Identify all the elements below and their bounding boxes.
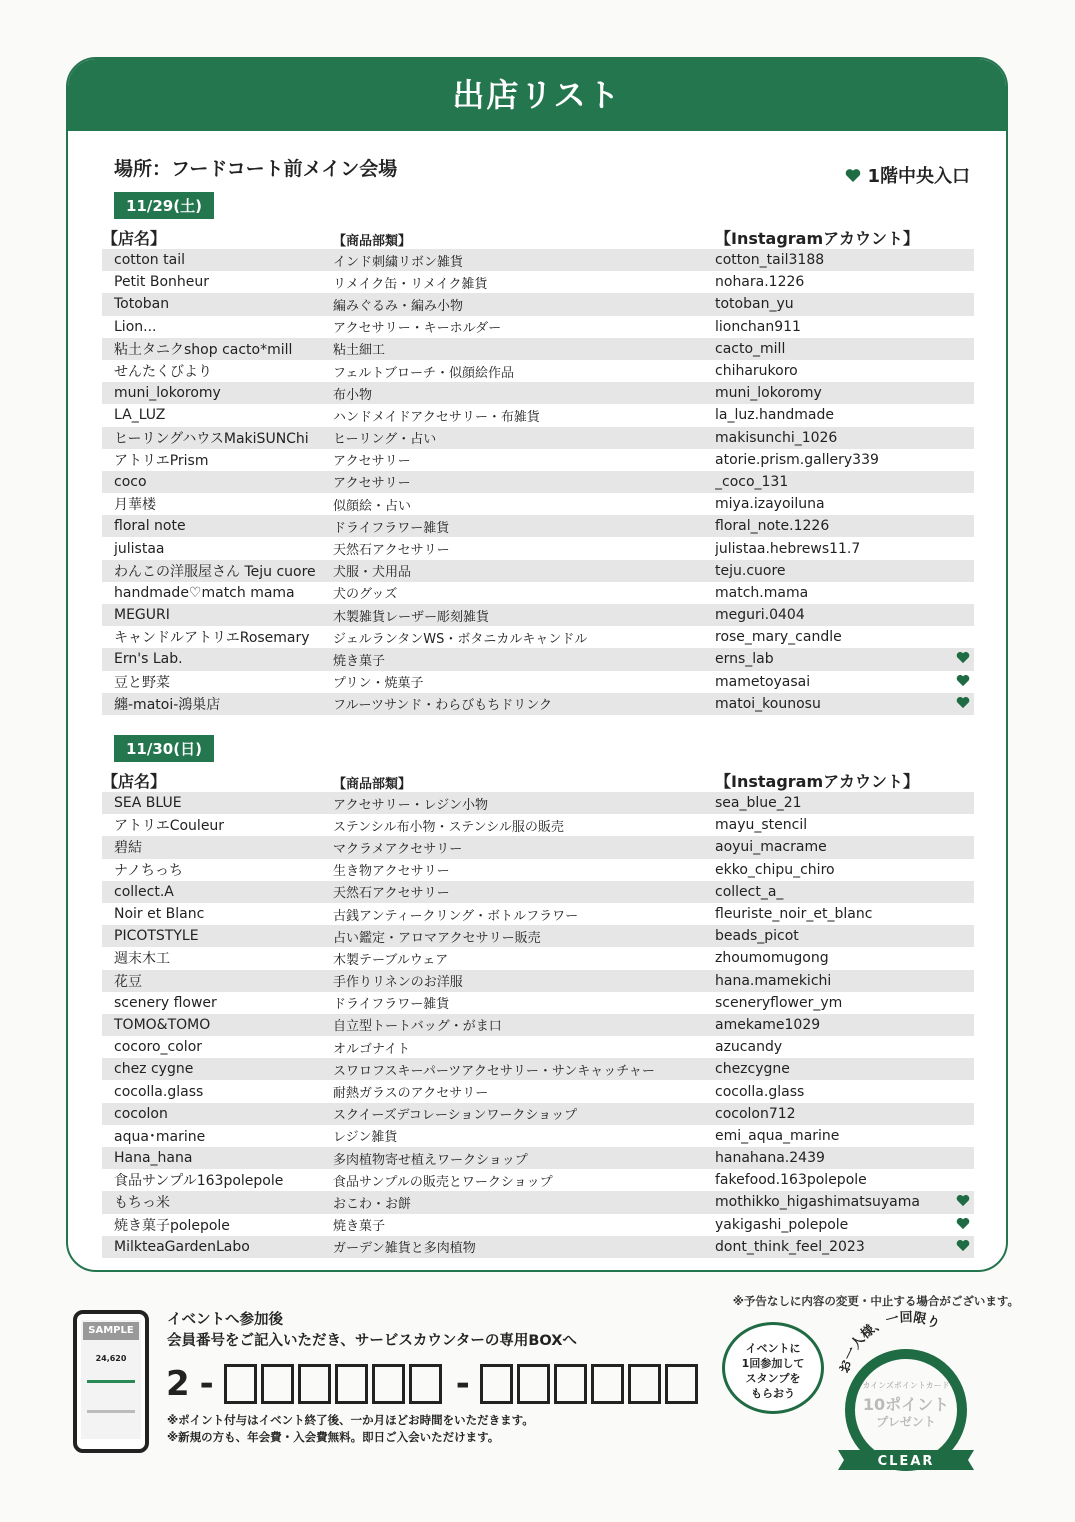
code-prefix: 2 [166, 1364, 190, 1404]
digit-box[interactable] [224, 1364, 257, 1404]
shop-name: Ern's Lab. [114, 651, 183, 668]
vendor-table-day1 [102, 223, 974, 715]
instagram-account: cacto_mill [715, 340, 786, 357]
shop-name: muni_lokoromy [114, 385, 221, 402]
bubble-line: もらおう [751, 1387, 795, 1400]
digit-box[interactable] [665, 1364, 698, 1404]
shop-name: cocolla.glass [114, 1083, 204, 1100]
digit-box[interactable] [335, 1364, 368, 1404]
instagram-account: atorie.prism.gallery339 [715, 451, 879, 468]
phone-bar [87, 1410, 135, 1413]
shop-name: Petit Bonheur [114, 274, 210, 291]
instagram-account: fleuriste_noir_et_blanc [715, 906, 873, 923]
table-row [102, 671, 974, 693]
shop-name: アトリエCouleur [114, 818, 225, 835]
digit-box[interactable] [517, 1364, 550, 1404]
heart-icon [956, 695, 970, 713]
shop-name: LA_LUZ [114, 407, 166, 424]
table-row [102, 582, 974, 604]
table-header [102, 766, 974, 792]
instagram-account: amekame1029 [715, 1016, 821, 1033]
shop-name: aqua･marine [114, 1128, 206, 1145]
shop-name: cotton tail [114, 252, 185, 269]
table-row [102, 970, 974, 992]
category: 多肉植物寄せ植えワークショップ [333, 1152, 528, 1168]
instagram-account: ekko_chipu_chiro [715, 861, 835, 878]
category: 木製雑貨レーザー彫刻雑貨 [333, 609, 490, 625]
heart-icon [956, 1238, 970, 1256]
table-row [102, 1191, 974, 1213]
note-2: ※新規の方も、年会費・入会費無料。即日ご入会いただけます。 [167, 1430, 500, 1444]
category: 似顔絵・占い [333, 498, 412, 514]
heart-icon [956, 650, 970, 668]
category: おこわ・お餅 [333, 1196, 412, 1212]
category: マクラメアクセサリー [333, 841, 463, 857]
instagram-account: sea_blue_21 [715, 795, 802, 812]
category: アクセサリー・キーホルダー [333, 321, 502, 337]
column-header-category: 【商品部類】 [333, 777, 412, 792]
shop-name: Totoban [114, 296, 170, 313]
table-row [102, 1147, 974, 1169]
shop-name: Noir et Blanc [114, 906, 205, 923]
vendor-table-day2 [102, 766, 974, 1258]
shop-name: handmade♡match mama [114, 584, 295, 601]
member-number-form [166, 1364, 702, 1404]
table-row [102, 1125, 974, 1147]
category: ドライフラワー雑貨 [333, 997, 450, 1013]
shop-name: 食品サンプル163polepole [114, 1173, 284, 1190]
digit-box[interactable] [409, 1364, 442, 1404]
date-tag-day2: 11/30(日) [114, 735, 214, 762]
shop-name: collect.A [114, 883, 174, 900]
shop-name: 花豆 [114, 973, 142, 990]
shop-name: ナノちっち [114, 862, 184, 879]
category: 犬のグッズ [333, 587, 398, 603]
shop-name: TOMO&TOMO [114, 1016, 211, 1033]
dash: - [455, 1364, 470, 1404]
badge-card-label: カインズポイントカード [862, 1381, 950, 1390]
table-row [102, 382, 974, 404]
table-row [102, 925, 974, 947]
category: アクセサリー [333, 454, 411, 470]
category: 食品サンプルの販売とワークショップ [333, 1174, 553, 1190]
column-header-category: 【商品部類】 [333, 234, 412, 249]
instagram-account: dont_think_feel_2023 [715, 1238, 865, 1255]
table-row [102, 404, 974, 426]
category: ステンシル布小物・ステンシル服の販売 [333, 819, 564, 835]
table-row [102, 515, 974, 537]
instagram-account: julistaa.hebrews11.7 [715, 540, 861, 557]
vendor-list-card [66, 57, 1008, 1272]
table-row [102, 1058, 974, 1080]
heart-icon [956, 673, 970, 691]
category: ヒーリング・占い [333, 432, 437, 448]
shop-name: アトリエPrism [114, 452, 209, 469]
table-row [102, 316, 974, 338]
digit-box[interactable] [372, 1364, 405, 1404]
phone-illustration [73, 1310, 149, 1453]
instagram-account: matoi_kounosu [715, 695, 821, 712]
instagram-account: erns_lab [715, 651, 774, 668]
category: 焼き菓子 [333, 653, 386, 669]
note-1: ※ポイント付与はイベント終了後、一か月ほどお時間をいただきます。 [167, 1413, 534, 1427]
shop-name: せんたくびより [114, 364, 212, 381]
digit-box[interactable] [591, 1364, 624, 1404]
entrance-legend [845, 162, 970, 188]
table-row [102, 1036, 974, 1058]
category: アクセサリー・レジン小物 [333, 797, 488, 813]
shop-name: floral note [114, 518, 186, 535]
date-tag-day1: 11/29(土) [114, 192, 214, 219]
heart-icon [956, 1216, 970, 1234]
instagram-account: lionchan911 [715, 318, 801, 335]
column-header-shop: 【店名】 [102, 229, 167, 248]
table-row [102, 560, 974, 582]
sample-label: SAMPLE [83, 1322, 139, 1340]
category: 古銭アンティークリング・ボトルフラワー [333, 908, 579, 924]
bubble-line: 1回参加して [741, 1357, 805, 1370]
shop-name: Lion... [114, 318, 157, 335]
shop-name: SEA BLUE [114, 795, 182, 812]
digit-box[interactable] [261, 1364, 294, 1404]
instagram-account: chezcygne [715, 1061, 790, 1078]
instagram-account: zhoumomugong [715, 950, 829, 967]
category: ドライフラワー雑貨 [333, 520, 450, 536]
instruction-line-1: イベントへ参加後 [167, 1312, 283, 1328]
instagram-account: miya.izayoiluna [715, 496, 825, 513]
instagram-account: hana.mamekichi [715, 972, 832, 989]
instruction-line-2: 会員番号をご記入いただき、サービスカウンターの専用BOXへ [167, 1333, 577, 1349]
badge-present: プレゼント [876, 1415, 936, 1429]
category: ジェルランタンWS・ボタニカルキャンドル [333, 631, 588, 647]
instagram-account: _coco_131 [715, 473, 789, 490]
shop-name: Hana_hana [114, 1150, 193, 1167]
table-row [102, 814, 974, 836]
instagram-account: cotton_tail3188 [715, 252, 825, 269]
shop-name: 週末木工 [114, 951, 170, 968]
instagram-account: mothikko_higashimatsuyama [715, 1194, 920, 1211]
shop-name: 碧結 [114, 840, 142, 857]
table-row [102, 604, 974, 626]
category: 犬服・犬用品 [333, 565, 412, 581]
column-header-instagram: 【Instagramアカウント】 [715, 229, 919, 248]
shop-name: chez cygne [114, 1061, 194, 1078]
digit-box[interactable] [480, 1364, 513, 1404]
digit-box[interactable] [554, 1364, 587, 1404]
category: 自立型トートバッグ・がま口 [333, 1019, 502, 1035]
instagram-account: azucandy [715, 1039, 783, 1056]
dash: - [199, 1364, 214, 1404]
shop-name: 纏-matoi-鴻巣店 [114, 696, 221, 713]
shop-name: cocoro_color [114, 1039, 203, 1056]
category: 手作りリネンのお洋服 [333, 975, 463, 991]
phone-bar [87, 1380, 135, 1383]
shop-name: 焼き菓子polepole [114, 1217, 230, 1234]
category: 焼き菓子 [333, 1219, 386, 1235]
table-header [102, 223, 974, 249]
table-row [102, 427, 974, 449]
table-row [102, 338, 974, 360]
table-row [102, 859, 974, 881]
instagram-account: fakefood.163polepole [715, 1172, 867, 1189]
table-row [102, 881, 974, 903]
badge-arc-text: お一人様、一回限り [837, 1310, 942, 1375]
column-header-instagram: 【Instagramアカウント】 [715, 772, 919, 791]
table-row [102, 1214, 974, 1236]
shop-name: coco [114, 473, 147, 490]
instagram-account: yakigashi_polepole [715, 1216, 849, 1233]
instagram-account: sceneryflower_ym [715, 994, 843, 1011]
instagram-account: aoyui_macrame [715, 839, 827, 856]
table-row [102, 903, 974, 925]
entrance-label: 1階中央入口 [867, 166, 970, 187]
table-row [102, 693, 974, 715]
badge-points: 10ポイント [862, 1395, 950, 1414]
shop-name: 粘土タニクshop cacto*mill [114, 341, 293, 358]
category: 木製テーブルウェア [333, 952, 449, 968]
shop-name: julistaa [114, 540, 165, 557]
category: スワロフスキーパーツアクセサリー・サンキャッチャー [333, 1063, 655, 1079]
shop-name: キャンドルアトリエRosemary [114, 630, 310, 647]
instagram-account: chiharukoro [715, 363, 798, 380]
table-row [102, 792, 974, 814]
category: 天然石アクセサリー [333, 886, 450, 902]
table-row [102, 271, 974, 293]
category: スクイーズデコレーションワークショップ [333, 1108, 578, 1124]
instagram-account: totoban_yu [715, 296, 794, 313]
instagram-account: cocolon712 [715, 1105, 796, 1122]
category: 編みぐるみ・編み小物 [333, 298, 464, 314]
notes [167, 1412, 534, 1446]
shop-name: もちっ米 [114, 1195, 170, 1212]
heart-icon [845, 168, 861, 183]
page-title: 出店リスト [68, 59, 1006, 131]
shop-name: ヒーリングハウスMakiSUNChi [114, 430, 309, 447]
category: レジン雑貨 [333, 1130, 398, 1146]
stamp-bubble [722, 1322, 824, 1414]
disclaimer: ※予告なしに内容の変更・中止する場合がございます。 [732, 1294, 1019, 1308]
category: 布小物 [333, 387, 373, 403]
table-row [102, 1103, 974, 1125]
phone-points: 24,620 [95, 1354, 127, 1363]
instagram-account: meguri.0404 [715, 607, 805, 624]
shop-name: MilkteaGardenLabo [114, 1238, 250, 1255]
column-header-shop: 【店名】 [102, 772, 167, 791]
instagram-account: match.mama [715, 584, 809, 601]
shop-name: 豆と野菜 [114, 674, 170, 691]
table-row [102, 293, 974, 315]
category: 生き物アクセサリー [333, 864, 450, 880]
category: ガーデン雑貨と多肉植物 [333, 1241, 476, 1257]
instagram-account: rose_mary_candle [715, 629, 842, 646]
table-row [102, 947, 974, 969]
instagram-account: la_luz.handmade [715, 407, 834, 424]
instagram-account: beads_picot [715, 928, 799, 945]
instagram-account: teju.cuore [715, 562, 786, 579]
category: 耐熱ガラスのアクセサリー [333, 1086, 489, 1102]
shop-name: cocolon [114, 1105, 168, 1122]
category: フルーツサンド・わらびもちドリンク [333, 698, 553, 714]
instagram-account: makisunchi_1026 [715, 429, 838, 446]
table-row [102, 249, 974, 271]
shop-name: 月華楼 [114, 497, 156, 514]
table-row [102, 648, 974, 670]
instagram-account: floral_note.1226 [715, 518, 830, 535]
table-row [102, 1169, 974, 1191]
category: プリン・焼菓子 [333, 676, 424, 692]
digit-box[interactable] [628, 1364, 661, 1404]
instagram-account: muni_lokoromy [715, 385, 822, 402]
category: アクセサリー [333, 476, 411, 492]
instagram-account: collect_a_ [715, 883, 784, 900]
shop-name: PICOTSTYLE [114, 928, 199, 945]
category: オルゴナイト [333, 1041, 411, 1057]
table-row [102, 626, 974, 648]
category: フェルトブローチ・似顔絵作品 [333, 365, 514, 381]
table-row [102, 493, 974, 515]
shop-name: scenery flower [114, 994, 217, 1011]
table-row [102, 449, 974, 471]
venue-label: 場所：フードコート前メイン会場 [114, 158, 398, 180]
instagram-account: cocolla.glass [715, 1083, 805, 1100]
badge-clear: CLEAR [877, 1454, 935, 1469]
instagram-account: nohara.1226 [715, 274, 805, 291]
instagram-account: mayu_stencil [715, 817, 808, 834]
instagram-account: emi_aqua_marine [715, 1127, 840, 1144]
category: 占い鑑定・アロマアクセサリー販売 [333, 930, 541, 946]
category: ハンドメイドアクセサリー・布雑貨 [333, 409, 540, 425]
shop-name: わんこの洋服屋さん Teju cuore [114, 563, 316, 580]
instagram-account: hanahana.2439 [715, 1150, 825, 1167]
svg-text:お一人様、一回限り [837, 1310, 941, 1375]
table-row [102, 1236, 974, 1258]
clear-badge [836, 1310, 981, 1480]
table-row [102, 992, 974, 1014]
category: 天然石アクセサリー [333, 543, 450, 559]
instructions [167, 1310, 577, 1352]
bubble-line: イベントに [745, 1342, 801, 1355]
heart-icon [956, 1193, 970, 1211]
shop-name: MEGURI [114, 607, 170, 624]
phone-screen [81, 1320, 141, 1439]
category: インド刺繍リボン雑貨 [333, 254, 464, 270]
table-row [102, 1080, 974, 1102]
table-row [102, 360, 974, 382]
table-row [102, 537, 974, 559]
table-row [102, 471, 974, 493]
digit-box[interactable] [298, 1364, 331, 1404]
category: リメイク缶・リメイク雑貨 [333, 276, 488, 292]
table-row [102, 1014, 974, 1036]
bubble-line: スタンプを [745, 1372, 801, 1385]
instagram-account: mametoyasai [715, 673, 811, 690]
table-row [102, 836, 974, 858]
category: 粘土細工 [333, 343, 386, 359]
